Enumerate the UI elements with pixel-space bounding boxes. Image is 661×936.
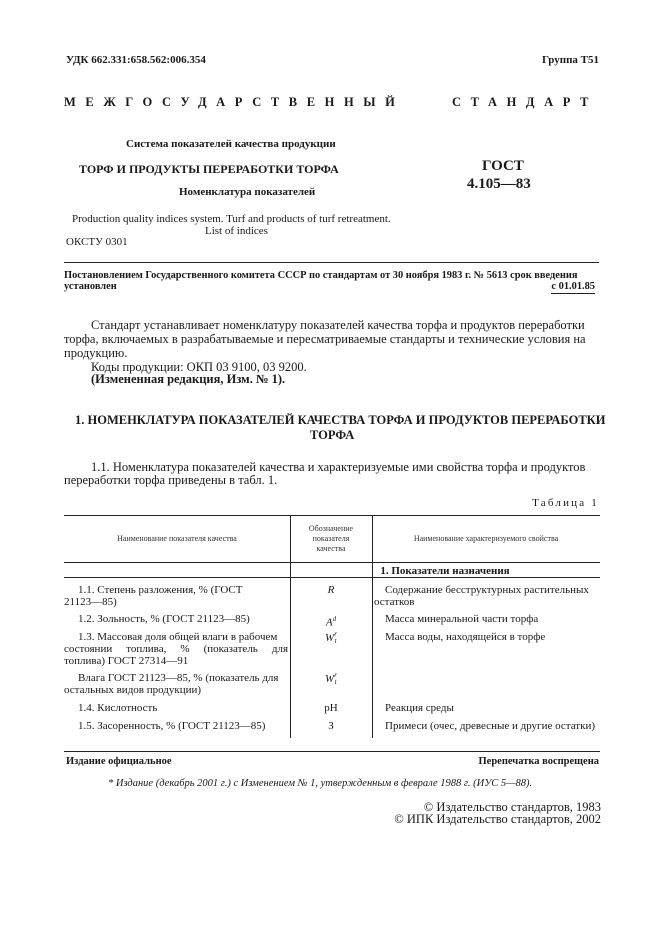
divider: [64, 262, 599, 263]
document-title: ТОРФ И ПРОДУКТЫ ПЕРЕРАБОТКИ ТОРФА: [79, 162, 339, 176]
intro-paragraph: [64, 318, 599, 360]
header-line: качества: [316, 544, 346, 553]
table-row: [64, 584, 288, 608]
property-description: Реакция среды: [385, 702, 454, 714]
header-line: Обозначение: [308, 524, 354, 533]
symbol-superscript: r: [334, 671, 337, 679]
copyright-1983: © Издательство стандартов, 1983: [423, 800, 601, 814]
table-row: [64, 631, 288, 667]
quality-index-name-cont: топлива) ГОСТ 27314—91: [64, 655, 189, 667]
quality-index-name: Влага ГОСТ 21123—85, % (показатель для: [78, 672, 279, 684]
section-paragraph: 1.1. Номенклатура показателей качества и характеризуемые ими свойства торфа и продуктов: [91, 460, 586, 474]
symbol-letter: W: [325, 673, 335, 685]
quality-symbol: [290, 631, 372, 645]
property-description: Примеси (очес, древесные и другие остатки): [385, 720, 595, 732]
property-line: Содержание бесструктурных растительных: [385, 584, 589, 596]
product-codes: Коды продукции: ОКП 03 9100, 03 9200.: [91, 360, 307, 374]
english-subtitle: List of indices: [205, 225, 268, 237]
quality-symbol: pH: [324, 702, 338, 714]
edition-footnote: * Издание (декабрь 2001 г.) с Изменением № 1, утвержденным в феврале 1988 г. (ИУС 5—88).: [108, 778, 533, 789]
quality-symbol: [290, 613, 372, 629]
quality-index-name: 1.3. Массовая доля общей влаги в рабочем: [78, 631, 278, 643]
gost-label: ГОСТ: [482, 158, 524, 174]
document-subtitle: Номенклатура показателей: [179, 186, 316, 198]
decree-text-cont: установлен: [64, 281, 117, 292]
property-line: остатков: [374, 596, 415, 608]
quality-symbol: [290, 584, 372, 596]
quality-index-name: 1.5. Засоренность, % (ГОСТ 21123—85): [78, 720, 266, 732]
group-code: Группа Т51: [541, 54, 599, 66]
column-divider: [372, 515, 373, 738]
column-header-name: Наименование показателя качества: [117, 534, 237, 543]
intro-line: Стандарт устанавливает номенклатуру показателей качества торфа и продуктов переработки: [91, 318, 585, 332]
symbol-letter: R: [327, 584, 335, 596]
section-paragraph-cont: переработки торфа приведены в табл. 1.: [64, 473, 278, 487]
table-caption: Таблица 1: [532, 497, 599, 509]
quality-index-name: 1.4. Кислотность: [78, 702, 158, 714]
symbol-subscript: t: [334, 678, 337, 686]
property-description: Масса минеральной части торфа: [385, 613, 539, 625]
symbol-superscript: r: [334, 630, 337, 638]
banner-left: МЕЖГОСУДАРСТВЕННЫЙ: [64, 95, 405, 109]
official-edition: Издание официальное: [66, 756, 172, 767]
section-title: 1. НОМЕНКЛАТУРА ПОКАЗАТЕЛЕЙ КАЧЕСТВА ТОРФА И ПРОДУКТОВ ПЕРЕРАБОТКИ: [75, 413, 606, 427]
intro-line: продукцию.: [64, 346, 128, 360]
effective-date: с 01.01.85: [551, 281, 595, 292]
quality-index-name-cont: остальных видов продукции): [64, 684, 202, 696]
table-header-rule: [64, 562, 600, 563]
header-line: показателя: [312, 534, 350, 543]
quality-index-name-cont: 21123—85): [64, 596, 117, 608]
quality-symbol: З: [328, 720, 334, 732]
english-title: Production quality indices system. Turf and products of turf retreatment.: [72, 213, 391, 225]
symbol-superscript: d: [332, 615, 337, 623]
udk-code: УДК 662.331:658.562:006.354: [66, 54, 206, 66]
group-rule: [64, 577, 600, 578]
property-description: [374, 584, 599, 608]
amendment-note: (Измененная редакция, Изм. № 1).: [91, 372, 286, 386]
column-header-symbol: [290, 524, 372, 554]
quality-index-name: 1.1. Степень разложения, % (ГОСТ: [78, 584, 243, 596]
oksty-code: ОКСТУ 0301: [66, 236, 128, 248]
intro-line: торфа, включаемых в разрабатываемые и пересматриваемые стандарты и технические условия на: [64, 332, 586, 346]
gost-number: 4.105—83: [467, 176, 531, 192]
symbol-letter: A: [325, 616, 333, 629]
symbol-subscript: t: [334, 637, 337, 645]
reprint-notice: Перепечатка воспрещена: [478, 756, 599, 767]
table-row: [64, 672, 288, 696]
system-title: Система показателей качества продукции: [126, 138, 336, 150]
decree-text: Постановлением Государственного комитета СССР по стандартам от 30 ноября 1983 г. № 5613 срок введения: [64, 270, 578, 281]
quality-index-name: 1.2. Зольность, % (ГОСТ 21123—85): [78, 613, 250, 625]
footer-rule: [64, 751, 600, 752]
column-header-property: Наименование характеризуемого свойства: [413, 534, 559, 543]
table-top-rule: [64, 515, 600, 516]
quality-index-name-cont: состоянии топлива, % (показатель для: [64, 643, 288, 655]
banner-right: СТАНДАРТ: [452, 95, 599, 109]
copyright-2002: © ИПК Издательство стандартов, 2002: [394, 812, 601, 826]
table-group-title: 1. Показатели назначения: [380, 565, 510, 577]
symbol-letter: W: [325, 632, 335, 644]
property-description: Масса воды, находящейся в торфе: [385, 631, 546, 643]
quality-symbol: [290, 672, 372, 686]
section-title-cont: ТОРФА: [310, 428, 355, 442]
